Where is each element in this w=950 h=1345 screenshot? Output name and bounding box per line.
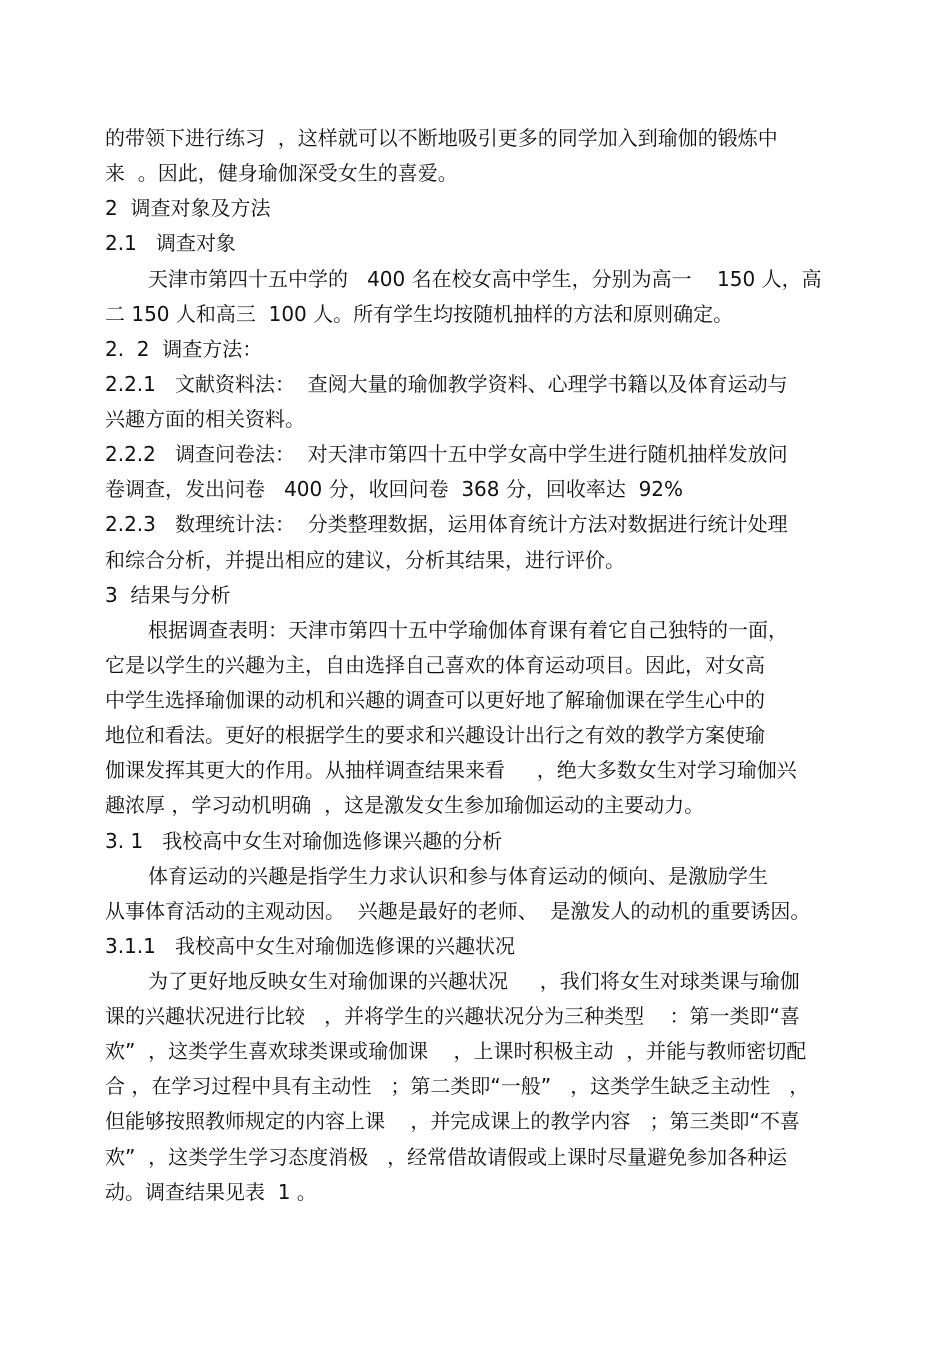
subsection-heading: 3. 1 我校高中女生对瑜伽选修课兴趣的分析 <box>105 829 503 853</box>
text-line: 2.2.1 文献资料法： 查阅大量的瑜伽教学资料、心理学书籍以及体育运动与 <box>105 372 788 396</box>
section-heading: 3 结果与分析 <box>105 583 231 607</box>
text-line: 为了更好地反映女生对瑜伽课的兴趣状况 ，我们将女生对球类课与瑜伽 <box>148 969 800 993</box>
subsection-heading: 2. 2 调查方法： <box>105 337 263 361</box>
subsection-heading: 3.1.1 我校高中女生对瑜伽选修课的兴趣状况 <box>105 934 515 958</box>
text-line: 它是以学生的兴趣为主，自由选择自己喜欢的体育运动项目。因此，对女高 <box>105 653 765 677</box>
text-line: 合 ，在学习过程中具有主动性 ；第二类即“一般” ，这类学生缺乏主动性 ， <box>105 1074 810 1098</box>
text-line: 中学生选择瑜伽课的动机和兴趣的调查可以更好地了解瑜伽课在学生心中的 <box>105 688 765 712</box>
text-line: 和综合分析，并提出相应的建议，分析其结果，进行评价。 <box>105 548 625 572</box>
text-line: 的带领下进行练习 ，这样就可以不断地吸引更多的同学加入到瑜伽的锻炼中 <box>105 126 778 150</box>
text-line: 体育运动的兴趣是指学生力求认识和参与体育运动的倾向、是激励学生 <box>148 864 768 888</box>
text-line: 欢” ，这类学生喜欢球类课或瑜伽课 ，上课时积极主动 ，并能与教师密切配 <box>105 1039 807 1063</box>
text-line: 二 150 人和高三 100 人。所有学生均按随机抽样的方法和原则确定。 <box>105 302 734 326</box>
text-line: 从事体育活动的主观动因。 兴趣是最好的老师、 是激发人的动机的重要诱因。 <box>105 899 811 923</box>
text-line: 根据调查表明：天津市第四十五中学瑜伽体育课有着它自己独特的一面， <box>148 618 788 642</box>
text-line: 来 。因此，健身瑜伽深受女生的喜爱。 <box>105 161 458 185</box>
text-line: 天津市第四十五中学的 400 名在校女高中学生，分别为高一 150 人，高 <box>148 267 822 291</box>
section-heading: 2 调查对象及方法 <box>105 196 271 220</box>
text-line: 地位和看法。更好的根据学生的要求和兴趣设计出行之有效的教学方案使瑜 <box>105 723 765 747</box>
text-line: 2.2.2 调查问卷法： 对天津市第四十五中学女高中学生进行随机抽样发放问 <box>105 442 788 466</box>
subsection-heading: 2.1 调查对象 <box>105 231 236 255</box>
text-line: 2.2.3 数理统计法： 分类整理数据，运用体育统计方法对数据进行统计处理 <box>105 512 788 536</box>
text-line: 趣浓厚 ，学习动机明确 ，这是激发女生参加瑜伽运动的主要动力。 <box>105 793 705 817</box>
text-line: 兴趣方面的相关资料。 <box>105 407 305 431</box>
text-line: 伽课发挥其更大的作用。从抽样调查结果来看 ，绝大多数女生对学习瑜伽兴 <box>105 758 797 782</box>
text-line: 动。调查结果见表 1 。 <box>105 1180 317 1204</box>
text-line: 但能够按照教师规定的内容上课 ，并完成课上的教学内容 ；第三类即“不喜 <box>105 1109 800 1133</box>
text-line: 欢” ，这类学生学习态度消极 ，经常借故请假或上课时尽量避免参加各种运 <box>105 1145 788 1169</box>
text-line: 课的兴趣状况进行比较 ，并将学生的兴趣状况分为三种类型 ：第一类即“喜 <box>105 1004 800 1028</box>
text-line: 卷调查，发出问卷 400 分，收回问卷 368 分，回收率达 92% <box>105 477 684 501</box>
